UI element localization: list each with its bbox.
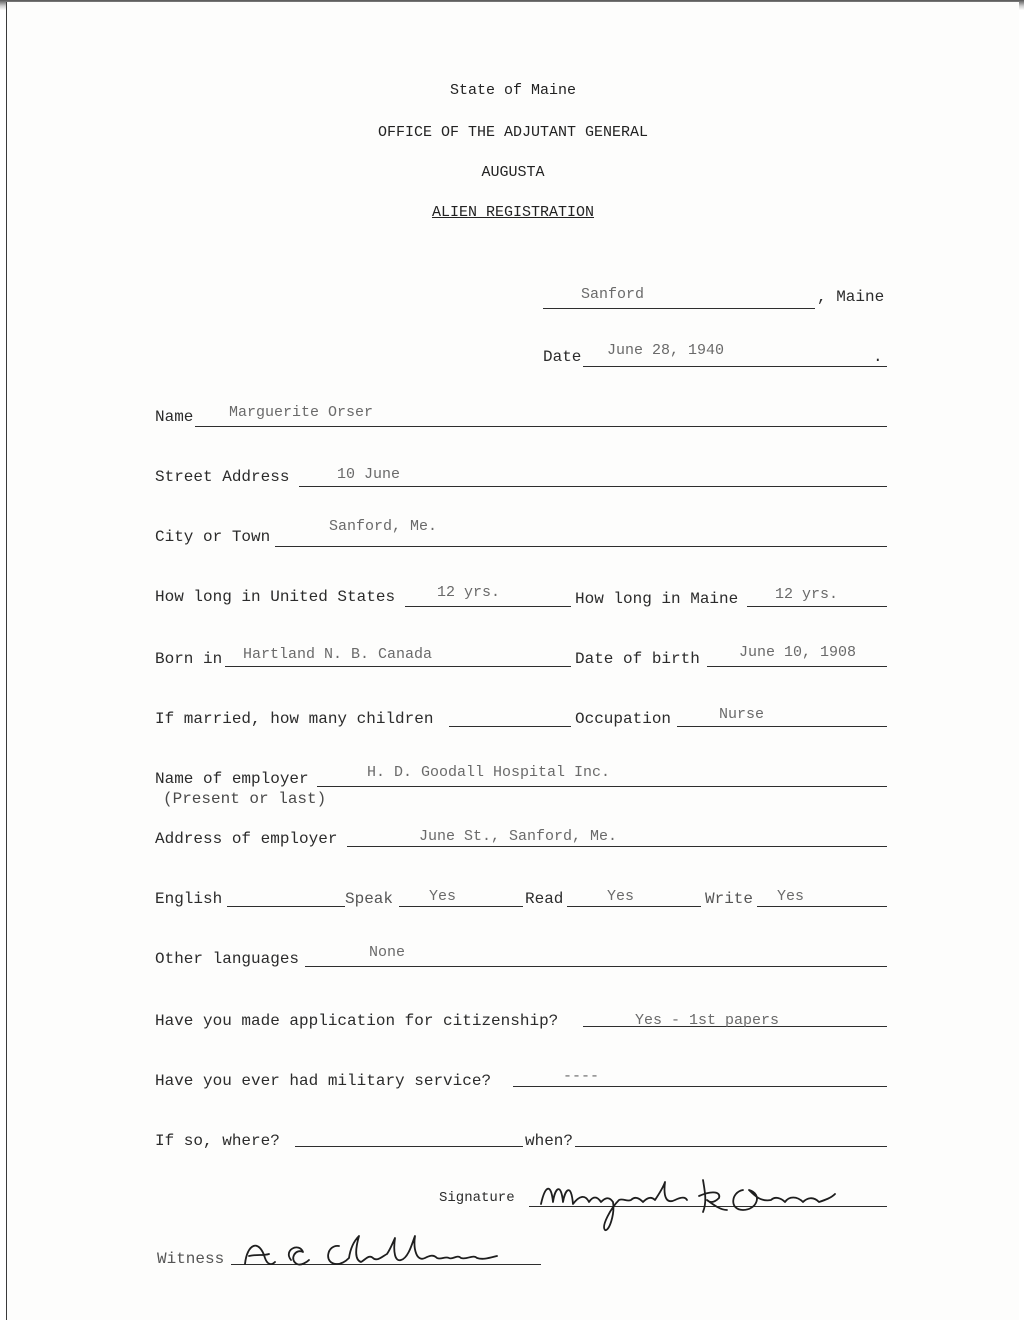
military-line [513, 1086, 887, 1087]
other-languages-value: None [369, 944, 406, 961]
signature-label: Signature [439, 1190, 515, 1206]
dob-value: June 10, 1908 [739, 644, 857, 661]
when-label: when? [525, 1132, 574, 1150]
form-title: ALIEN REGISTRATION [431, 204, 595, 221]
english-line [227, 906, 345, 907]
registration-form [6, 2, 1019, 1320]
how-long-us-label: How long in United States [155, 588, 396, 606]
how-long-us-value: 12 yrs. [437, 584, 501, 601]
born-in-label: Born in [155, 650, 223, 668]
street-value: 10 June [337, 466, 401, 483]
occupation-value: Nurse [719, 706, 765, 723]
employer-line [317, 786, 887, 787]
name-label: Name [155, 408, 194, 426]
witness-signature-image [239, 1224, 539, 1289]
speak-line [399, 906, 523, 907]
city-label: City or Town [155, 528, 271, 546]
read-value: Yes [607, 888, 635, 905]
read-label: Read [525, 890, 564, 908]
read-line [567, 906, 701, 907]
header-office: OFFICE OF THE ADJUTANT GENERAL [377, 124, 649, 141]
where-line [295, 1146, 523, 1147]
employer-address-label: Address of employer [155, 830, 338, 848]
when-line [575, 1146, 887, 1147]
header-state: State of Maine [449, 82, 577, 99]
how-long-maine-line [747, 606, 887, 607]
citizenship-label: Have you made application for citizenship? [155, 1012, 559, 1030]
born-in-value: Hartland N. B. Canada [243, 646, 433, 663]
occupation-line [677, 726, 887, 727]
how-long-maine-value: 12 yrs. [775, 586, 839, 603]
citizenship-value: Yes - 1st papers [635, 1012, 780, 1029]
employer-address-value: June St., Sanford, Me. [419, 828, 618, 845]
date-label: Date [543, 348, 582, 366]
signature-image [535, 1168, 865, 1243]
place-line [543, 308, 815, 309]
other-languages-label: Other languages [155, 950, 300, 968]
born-in-line [225, 666, 571, 667]
city-value: Sanford, Me. [329, 518, 438, 535]
write-value: Yes [777, 888, 805, 905]
write-label: Write [705, 890, 754, 908]
street-label: Street Address [155, 468, 290, 486]
date-end: . [873, 348, 883, 366]
street-line [299, 486, 887, 487]
place-suffix: , Maine [817, 288, 885, 306]
dob-label: Date of birth [575, 650, 700, 668]
english-label: English [155, 890, 223, 908]
witness-label: Witness [157, 1250, 225, 1268]
date-line [583, 366, 887, 367]
employer-label: Name of employer [155, 770, 309, 788]
children-line [449, 726, 571, 727]
date-value: June 28, 1940 [607, 342, 725, 359]
speak-value: Yes [429, 888, 457, 905]
employer-value: H. D. Goodall Hospital Inc. [367, 764, 611, 781]
occupation-label: Occupation [575, 710, 672, 728]
where-label: If so, where? [155, 1132, 280, 1150]
write-line [757, 906, 887, 907]
name-value: Marguerite Orser [229, 404, 374, 421]
place-value: Sanford [581, 286, 645, 303]
employer-sublabel: (Present or last) [163, 790, 327, 808]
military-label: Have you ever had military service? [155, 1072, 492, 1090]
name-line [195, 426, 887, 427]
how-long-maine-label: How long in Maine [575, 590, 739, 608]
how-long-us-line [405, 606, 571, 607]
other-languages-line [305, 966, 887, 967]
header-city: AUGUSTA [481, 164, 545, 181]
military-value: ---- [563, 1068, 600, 1085]
dob-line [707, 666, 887, 667]
city-line [275, 546, 887, 547]
speak-label: Speak [345, 890, 394, 908]
children-label: If married, how many children [155, 710, 434, 728]
employer-address-line [347, 846, 887, 847]
